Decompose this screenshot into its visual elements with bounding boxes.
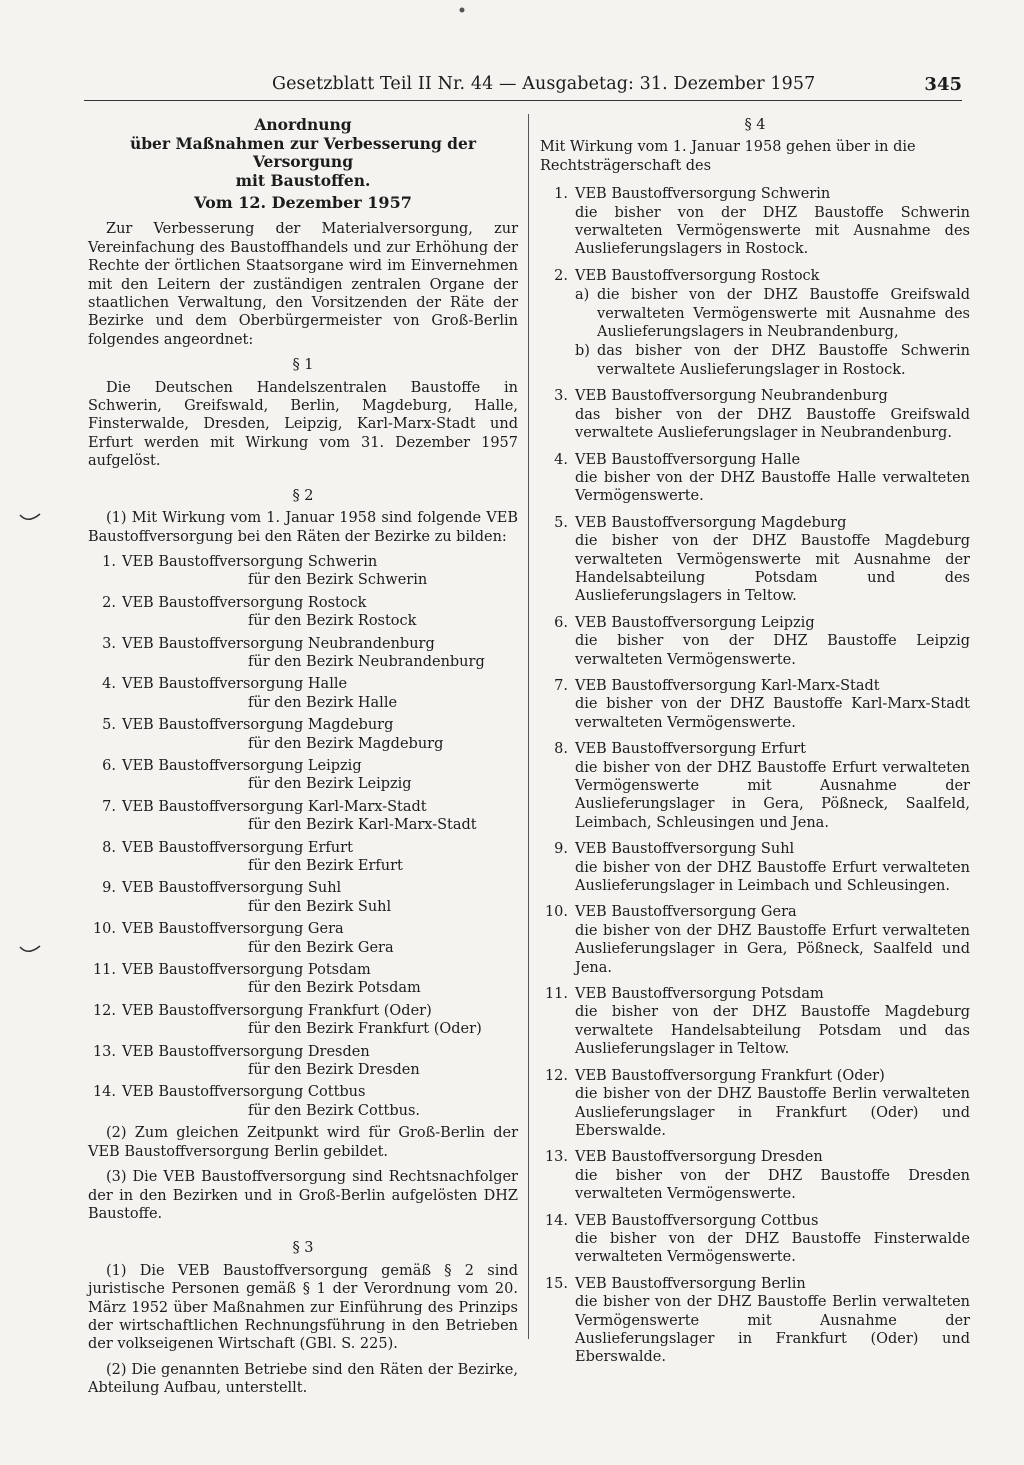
item-name: VEB Baustoffversorgung Schwerin (575, 186, 831, 203)
section-4-intro: Mit Wirkung vom 1. Januar 1958 gehen über in die Rechtsträgerschaft des (540, 139, 916, 174)
item-name: VEB Baustoffversorgung Potsdam (575, 986, 824, 1003)
item-name: VEB Baustoffversorgung Gera (575, 904, 797, 921)
item-text: die bisher von der DHZ Baustoffe Dresden verwalteten Vermögenswerte. (575, 1167, 970, 1203)
item-text: die bisher von der DHZ Baustoffe Erfurt verwalteten Vermögenswerte mit Ausnahme der Auslieferungslager in Gera, Pößneck, Saalfeld, Leimbach, Schleusingen und Jena. (575, 759, 970, 831)
item-number: 5. (554, 514, 568, 531)
list-item (540, 451, 970, 506)
item-name: VEB Baustoffversorgung Erfurt (575, 741, 806, 758)
section-2-paragraph-2: (2) Zum gleichen Zeitpunkt wird für Groß-Berlin der VEB Baustoffversorgung Berlin gebildet. (88, 1125, 518, 1160)
item-number: 1. (102, 553, 116, 570)
item-name: VEB Baustoffversorgung Halle (575, 451, 801, 468)
item-name: VEB Baustoffversorgung Erfurt (122, 839, 353, 856)
list-item (540, 840, 970, 895)
header-title: Gesetzblatt Teil II Nr. 44 — Ausgabetag: 31. Dezember 1957 (272, 74, 816, 94)
item-district: für den Bezirk Leipzig (248, 776, 412, 793)
item-text: die bisher von der DHZ Baustoffe Finsterwalde verwalteten Vermögenswerte. (575, 1230, 970, 1266)
item-text: das bisher von der DHZ Baustoffe Greifswald verwaltete Auslieferungslager in Neubrandenburg. (575, 406, 970, 442)
list-item (540, 387, 970, 442)
item-name: VEB Baustoffversorgung Rostock (122, 594, 367, 611)
document-title (88, 116, 518, 190)
item-number: 6. (102, 757, 116, 774)
item-district: für den Bezirk Magdeburg (248, 735, 444, 752)
list-item (88, 716, 518, 753)
item-number: 3. (554, 388, 568, 405)
item-name: VEB Baustoffversorgung Cottbus (122, 1084, 366, 1101)
list-item (88, 879, 518, 916)
item-name: VEB Baustoffversorgung Magdeburg (575, 514, 847, 531)
section-heading-2: § 2 (292, 487, 314, 504)
right-column (540, 116, 970, 1375)
sub-item-text: die bisher von der DHZ Baustoffe Greifswald verwalteten Vermögenswerte mit Ausnahme des Auslieferungslagers in Neubrandenburg, (597, 287, 970, 341)
item-district: für den Bezirk Schwerin (248, 572, 428, 589)
page-number: 345 (924, 74, 962, 95)
item-district: für den Bezirk Suhl (248, 898, 392, 915)
item-name: VEB Baustoffversorgung Schwerin (122, 553, 378, 570)
item-number: 13. (544, 1149, 568, 1166)
item-text: die bisher von der DHZ Baustoffe Halle verwalteten Vermögenswerte. (575, 469, 970, 505)
item-number: 3. (102, 635, 116, 652)
item-text: die bisher von der DHZ Baustoffe Karl-Marx-Stadt verwalteten Vermögenswerte. (575, 696, 970, 731)
list-item (88, 1083, 518, 1120)
item-district: für den Bezirk Dresden (248, 1062, 420, 1079)
list-item (540, 514, 970, 606)
list-item (88, 635, 518, 672)
document-date: Vom 12. Dezember 1957 (194, 193, 412, 212)
sub-item (575, 286, 970, 341)
list-item (540, 185, 970, 259)
item-number: 15. (544, 1275, 568, 1292)
item-number: 9. (102, 880, 116, 897)
list-item (88, 1043, 518, 1080)
list-item (540, 1148, 970, 1203)
list-item (540, 903, 970, 977)
section-heading-1: § 1 (292, 357, 314, 374)
sub-item-text: das bisher von der DHZ Baustoffe Schwerin verwaltete Auslieferungslager in Rostock. (597, 343, 970, 378)
item-district: für den Bezirk Karl-Marx-Stadt (248, 817, 477, 834)
page-header (272, 74, 962, 100)
list-item (540, 614, 970, 669)
left-column (88, 116, 518, 1405)
item-name: VEB Baustoffversorgung Halle (122, 676, 348, 693)
section-3-paragraph-1: (1) Die VEB Baustoffversorgung gemäß § 2 sind juristische Personen gemäß § 1 der Verordnung vom 20. März 1952 über Maßnahmen zur Einführung des Prinzips der wirtschaftlichen Rechnungsführung in den Betrieben der volkseigenen Wirtschaft (GBl. S. 225). (88, 1262, 518, 1353)
sub-item (575, 342, 970, 379)
item-name: VEB Baustoffversorgung Gera (122, 921, 344, 938)
list-item (88, 594, 518, 631)
item-name: VEB Baustoffversorgung Potsdam (122, 962, 371, 979)
item-number: 6. (554, 614, 568, 631)
item-number: 11. (544, 986, 568, 1003)
sub-item-label: b) (575, 343, 590, 360)
transfer-list (540, 185, 970, 1367)
item-name: VEB Baustoffversorgung Leipzig (575, 614, 815, 631)
margin-tick-mark (18, 512, 42, 526)
item-number: 12. (544, 1067, 568, 1084)
item-name: VEB Baustoffversorgung Neubrandenburg (122, 635, 435, 652)
item-district: für den Bezirk Cottbus. (248, 1102, 421, 1119)
section-heading-4: § 4 (744, 117, 766, 133)
item-district: für den Bezirk Halle (248, 694, 398, 711)
list-item (88, 798, 518, 835)
item-name: VEB Baustoffversorgung Suhl (122, 880, 342, 897)
item-number: 10. (92, 921, 116, 938)
title-line: mit Baustoffen. (235, 170, 371, 190)
item-name: VEB Baustoffversorgung Suhl (575, 841, 795, 858)
list-item (88, 920, 518, 957)
title-line: Anordnung (254, 115, 352, 134)
list-item (88, 1002, 518, 1039)
item-text: die bisher von der DHZ Baustoffe Berlin verwalteten Vermögenswerte mit Ausnahme der Auslieferungslager in Frankfurt (Oder) und Eberswalde. (575, 1294, 970, 1366)
item-number: 8. (102, 839, 116, 856)
title-line: über Maßnahmen zur Verbesserung der Versorgung (129, 133, 477, 171)
item-name: VEB Baustoffversorgung Neubrandenburg (575, 388, 888, 405)
column-divider (528, 114, 529, 1339)
item-number: 1. (554, 186, 568, 203)
item-number: 7. (554, 677, 568, 694)
item-text: die bisher von der DHZ Baustoffe Erfurt verwalteten Auslieferungslager in Gera, Pößneck, Saalfeld und Jena. (575, 922, 970, 976)
item-number: 12. (92, 1002, 116, 1019)
item-text: die bisher von der DHZ Baustoffe Berlin verwalteten Auslieferungslager in Frankfurt (Oder) und Eberswalde. (575, 1086, 970, 1139)
item-district: für den Bezirk Frankfurt (Oder) (248, 1021, 482, 1038)
item-name: VEB Baustoffversorgung Karl-Marx-Stadt (575, 677, 880, 694)
item-district: für den Bezirk Potsdam (248, 980, 421, 997)
item-name: VEB Baustoffversorgung Karl-Marx-Stadt (122, 798, 427, 815)
list-item (540, 740, 970, 832)
item-text: die bisher von der DHZ Baustoffe Schwerin verwalteten Vermögenswerte mit Ausnahme des Auslieferungslagers in Rostock. (575, 204, 970, 258)
margin-tick-mark (18, 944, 42, 958)
item-number: 13. (92, 1043, 116, 1060)
section-2-intro: (1) Mit Wirkung vom 1. Januar 1958 sind folgende VEB Baustoffversorgung bei den Räten der Bezirke zu bilden: (88, 510, 518, 545)
item-name: VEB Baustoffversorgung Frankfurt (Oder) (575, 1067, 885, 1084)
item-text: die bisher von der DHZ Baustoffe Magdeburg verwaltete Handelsabteilung Potsdam und das Auslieferungslager in Teltow. (575, 1004, 970, 1058)
item-name: VEB Baustoffversorgung Rostock (575, 267, 820, 284)
item-number: 4. (554, 451, 568, 468)
section-1-text: Die Deutschen Handelszentralen Baustoffe in Schwerin, Greifswald, Berlin, Magdeburg, Halle, Finsterwalde, Dresden, Leipzig, Karl-Marx-Stadt und Erfurt werden mit Wirkung vom 31. Dezember 1957 aufgelöst. (88, 379, 518, 470)
list-item (540, 1067, 970, 1141)
list-item (88, 553, 518, 590)
preamble: Zur Verbesserung der Materialversorgung, zur Vereinfachung des Baustoffhandels und zur Erhöhung der Rechte der örtlichen Staatsorgane wird im Einvernehmen mit den Leitern der zuständigen zentralen Organe der staatlichen Verwaltung, den Vorsitzenden der Räte der Bezirke und dem Oberbürgermeister von Groß-Berlin folgendes angeordnet: (88, 221, 518, 348)
item-number: 5. (102, 717, 116, 734)
item-name: VEB Baustoffversorgung Frankfurt (Oder) (122, 1002, 432, 1019)
list-item (88, 675, 518, 712)
sub-item-label: a) (575, 287, 590, 304)
list-item (88, 839, 518, 876)
header-rule (84, 100, 962, 101)
list-item (540, 267, 970, 379)
list-item (88, 961, 518, 998)
item-district: für den Bezirk Erfurt (248, 858, 403, 874)
item-text: die bisher von der DHZ Baustoffe Erfurt verwalteten Auslieferungslager in Leimbach und Schleusingen. (575, 859, 970, 895)
list-item (540, 1275, 970, 1367)
item-name: VEB Baustoffversorgung Dresden (575, 1149, 823, 1166)
item-number: 9. (554, 841, 568, 858)
section-3-paragraph-2: (2) Die genannten Betriebe sind den Räten der Bezirke, Abteilung Aufbau, unterstellt. (88, 1361, 518, 1397)
list-item (540, 1212, 970, 1267)
scan-speck-mark (456, 4, 468, 16)
list-item (88, 757, 518, 794)
item-name: VEB Baustoffversorgung Dresden (122, 1043, 370, 1060)
item-number: 7. (102, 798, 116, 815)
item-number: 2. (554, 267, 568, 284)
item-district: für den Bezirk Gera (248, 939, 394, 956)
list-item (540, 985, 970, 1059)
item-name: VEB Baustoffversorgung Cottbus (575, 1212, 819, 1229)
item-number: 8. (554, 741, 568, 758)
item-number: 10. (544, 904, 568, 921)
section-heading-3: § 3 (292, 1240, 314, 1257)
item-number: 14. (544, 1212, 568, 1229)
item-number: 11. (92, 962, 116, 979)
item-name: VEB Baustoffversorgung Berlin (575, 1275, 806, 1292)
item-district: für den Bezirk Rostock (248, 613, 417, 630)
formation-list (88, 553, 518, 1120)
item-number: 4. (102, 676, 116, 693)
item-name: VEB Baustoffversorgung Leipzig (122, 757, 362, 774)
item-text: die bisher von der DHZ Baustoffe Magdeburg verwalteten Vermögenswerte mit Ausnahme der Handelsabteilung Potsdam und des Auslieferungslagers in Teltow. (575, 533, 970, 605)
item-name: VEB Baustoffversorgung Magdeburg (122, 717, 394, 734)
item-district: für den Bezirk Neubrandenburg (248, 653, 485, 670)
item-number: 14. (92, 1084, 116, 1101)
item-number: 2. (102, 594, 116, 611)
item-text: die bisher von der DHZ Baustoffe Leipzig verwalteten Vermögenswerte. (575, 633, 970, 668)
section-2-paragraph-3: (3) Die VEB Baustoffversorgung sind Rechtsnachfolger der in den Bezirken und in Groß-Berlin aufgelösten DHZ Baustoffe. (88, 1169, 518, 1222)
list-item (540, 677, 970, 732)
